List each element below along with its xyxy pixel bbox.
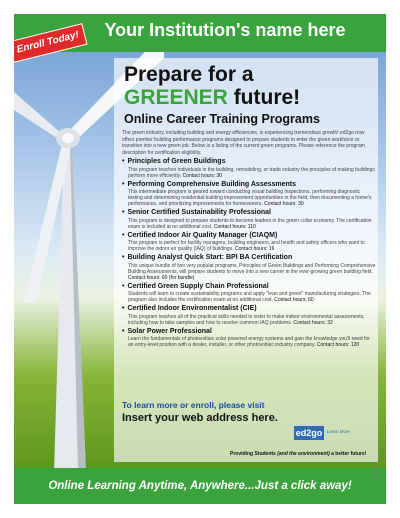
institution-name: Your Institution's name here: [104, 20, 346, 40]
program-hours: Contact hours: 120: [316, 342, 360, 348]
enroll-today-badge: Enroll Today!: [14, 23, 88, 63]
intro-paragraph: The green industry, including building and energy efficiencies, is experiencing tremendous growth! ed2go now offers premier building performance programs designed to prepare students to enter the green workforce or transition into a new green job. Below is a listing of the current green programs. Please reference the program description for certification eligibility.: [122, 130, 365, 156]
program-desc-text: This program teaches individuals in the building, remodeling, or trade industry the principles of making buildings perform more efficiently.: [128, 166, 375, 179]
program-title: • Certified Indoor Environmentalist (CIE): [122, 305, 376, 314]
program-title: • Principles of Green Buildings: [122, 158, 376, 167]
website-placeholder: Insert your web address here.: [122, 412, 278, 424]
subtitle: Online Career Training Programs: [124, 112, 320, 126]
program-desc-text: This unique bundle of two very popular programs, Principles of Green Buildings and Performing Comprehensive Building Assessments, will prepare students to move into a new career in the ever-growing green building field.: [128, 262, 376, 275]
program-description: [122, 189, 376, 207]
program-description: [122, 218, 376, 230]
headline-accent: GREENER: [124, 86, 228, 109]
program-title: • Performing Comprehensive Building Assessments: [122, 181, 376, 190]
program-item: [122, 209, 376, 230]
program-title: • Solar Power Professional: [122, 328, 376, 337]
program-list: [122, 158, 376, 350]
program-item: [122, 305, 376, 326]
tagline-suffix: a better future!: [329, 451, 367, 457]
tagline-italic: (and the environment): [277, 451, 330, 457]
program-hours: Contact hours: 16: [235, 246, 275, 252]
program-item: [122, 181, 376, 208]
program-item: [122, 283, 376, 304]
program-item: [122, 328, 376, 349]
program-desc-text: This program is perfect for facility managers, building engineers, and health and safety officers who want to improve the indoor air quality (IAQ) of buildings.: [128, 240, 365, 252]
program-description: [122, 336, 376, 348]
flyer: [14, 14, 386, 504]
program-hours: Contact hours: 30: [182, 172, 223, 179]
program-hours: Contact hours: 60: [274, 297, 314, 303]
program-description: [122, 263, 376, 281]
program-item: [122, 232, 376, 253]
headline-line2: [124, 86, 300, 110]
program-description: [122, 291, 376, 303]
program-title: • Senior Certified Sustainability Professional: [122, 209, 376, 218]
program-hours: Contact hours: 60 (for bundle): [128, 274, 195, 281]
program-hours: Contact hours: 32: [293, 319, 333, 326]
ed2go-logo: [294, 426, 352, 440]
program-item: [122, 254, 376, 281]
program-desc-text: This intermediate program is geared toward conducting visual building inspections, performing diagnostic testing and determining residential building improvement opportunities in the field, then documenting a home's performance, and prioritizing improvements for homeowners.: [128, 189, 372, 207]
logo-tag: Learn More: [327, 429, 351, 434]
program-item: [122, 158, 376, 179]
footer-bar: [14, 468, 386, 504]
headline-rest: future!: [227, 86, 301, 109]
program-desc-text: This program is designed to prepare students to become leaders in the green collar economy. The certification exam is included at no additional cost.: [128, 217, 372, 230]
program-description: [122, 240, 376, 252]
tagline-prefix: Providing Students: [230, 451, 278, 457]
footer-slogan: Online Learning Anytime, Anywhere...Just a click away!: [48, 480, 352, 492]
program-hours: Contact hours: 110: [213, 223, 256, 230]
program-description: [122, 314, 376, 326]
program-desc-text: Students will learn to create sustainability programs and apply "lean and green" manufacturing strategies. The program also includes the certification exam at no additional cost.: [128, 291, 371, 303]
document-code: G2050112: [375, 463, 379, 480]
program-title: • Certified Green Supply Chain Professional: [122, 283, 376, 292]
program-desc-text: This program teaches all of the practical skills needed in order to make indoor environmental assessments, including how to take samples and how to resolve common IAQ problems.: [128, 313, 365, 326]
headline-line1: Prepare for a: [124, 63, 254, 86]
program-title: • Certified Indoor Air Quality Manager (CIAQM): [122, 232, 376, 241]
program-title: • Building Analyst Quick Start: BPI BA Certification: [122, 254, 376, 263]
program-desc-text: Learn the fundamentals of photovoltaic solar powered energy systems and gain the knowledge you'll need for an entry-level position with a dealer, installer, or other photovoltaic industry company.: [128, 336, 370, 348]
logo-brand: ed2go: [295, 428, 323, 438]
program-hours: Contact hours: 30: [264, 201, 304, 207]
learn-more-text: To learn more or enroll, please visit: [122, 400, 265, 410]
program-description: [122, 167, 376, 179]
tagline: [230, 451, 366, 457]
